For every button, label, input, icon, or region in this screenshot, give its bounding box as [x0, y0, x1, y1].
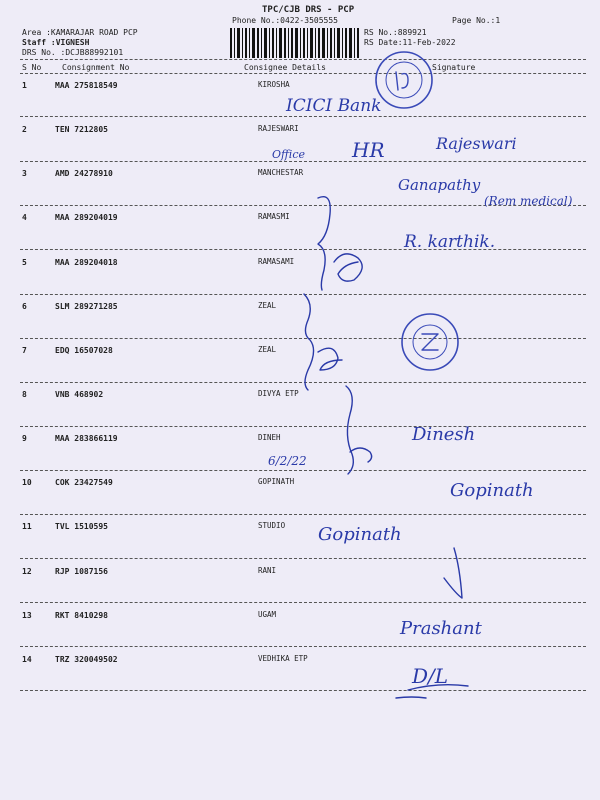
row-consignment: MAA 283866119 [55, 434, 118, 443]
row-consignment: EDQ 16507028 [55, 346, 113, 355]
row-sno: 2 [22, 125, 27, 134]
header-rule-top [20, 59, 586, 60]
barcode [230, 28, 360, 58]
page-number: Page No.:1 [452, 16, 501, 25]
bracket-stroke [318, 197, 330, 290]
area-label: Area :KAMARAJAR ROAD PCP [22, 28, 138, 37]
initials-scribble [350, 448, 372, 462]
handwriting-icici: ICICI Bank [286, 96, 382, 116]
row-consignment: TVL 1510595 [55, 522, 108, 531]
row-consignee: ZEAL [258, 301, 277, 310]
row-sno: 8 [22, 390, 27, 399]
col-sno: S No [22, 63, 42, 72]
row-consignment: RJP 1087156 [55, 567, 108, 576]
row-rule [20, 294, 586, 295]
row-sno: 11 [22, 522, 32, 531]
handwriting-gopinath: Gopinath [450, 480, 534, 501]
row-sno: 12 [22, 567, 32, 576]
row-rule [20, 558, 586, 559]
handwriting-remmedical: (Rem medical) [484, 194, 573, 208]
staff-label: Staff :VIGNESH [22, 38, 90, 47]
row-rule [20, 602, 586, 603]
row-consignee: RAJESWARI [258, 124, 299, 133]
row-rule [20, 382, 586, 383]
row-consignment: COK 23427549 [55, 478, 113, 487]
handwriting-hr: HR [352, 138, 385, 162]
row-consignment: VNB 468902 [55, 390, 104, 399]
row-consignment: MAA 289204018 [55, 258, 118, 267]
row-sno: 5 [22, 258, 27, 267]
header-rule-bottom [20, 73, 586, 74]
row-consignment: MAA 289204019 [55, 213, 118, 222]
row-consignee: DINEH [258, 433, 281, 442]
row-consignee: RAMASMI [258, 212, 290, 221]
bracket-stroke [304, 294, 314, 390]
row-rule [20, 338, 586, 339]
row-consignee: RANI [258, 566, 277, 575]
row-sno: 14 [22, 655, 32, 664]
row-rule [20, 646, 586, 647]
row-rule [20, 690, 586, 691]
row-consignee: STUDIO [258, 521, 286, 530]
handwriting-date-note: 6/2/22 [268, 454, 307, 468]
drs-title: TPC/CJB DRS - PCP [262, 5, 355, 15]
row-sno: 3 [22, 169, 27, 178]
handwriting-dinesh: Dinesh [412, 424, 476, 445]
col-consignment: Consignment No [62, 63, 130, 72]
row-consignment: TEN 7212805 [55, 125, 108, 134]
handwriting-ganapathy: Ganapathy [398, 176, 481, 194]
icici-bank-stamp [376, 52, 432, 108]
col-signature: Signature [432, 63, 476, 72]
row-rule [20, 470, 586, 471]
row-rule [20, 161, 586, 162]
rs-date: RS Date:11-Feb-2022 [364, 38, 456, 47]
rs-number: RS No.:889921 [364, 28, 427, 37]
row-consignment: RKT 8410298 [55, 611, 108, 620]
row-consignee: VEDHIKA ETP [258, 654, 308, 663]
row-sno: 9 [22, 434, 27, 443]
row-consignee: RAMASAMI [258, 257, 295, 266]
handwriting-prashant: Prashant [400, 618, 482, 639]
row-sno: 10 [22, 478, 32, 487]
row-consignee: DIVYA ETP [258, 389, 299, 398]
row-consignee: UGAM [258, 610, 277, 619]
row-rule [20, 426, 586, 427]
row-consignment: AMD 24278910 [55, 169, 113, 178]
handwriting-rajeswari-sign: Rajeswari [436, 134, 517, 153]
row-rule [20, 249, 586, 250]
row-sno: 1 [22, 81, 27, 90]
row-consignment: SLM 289271285 [55, 302, 118, 311]
signature-stroke [444, 548, 462, 598]
row-consignee: GOPINATH [258, 477, 295, 486]
row-sno: 4 [22, 213, 27, 222]
handwriting-office: Office [272, 148, 305, 161]
initials-scribble [334, 254, 362, 281]
row-consignment: TRZ 320049502 [55, 655, 118, 664]
row-sno: 6 [22, 302, 27, 311]
row-consignee: ZEAL [258, 345, 277, 354]
handwriting-gopinath-studio: Gopinath [318, 524, 402, 545]
col-consignee: Consignee Details [244, 63, 326, 72]
handwriting-karthik: R. karthik. [404, 232, 496, 252]
row-sno: 7 [22, 346, 27, 355]
handwriting-dl: D/L [412, 664, 449, 688]
drs-number: DRS No. :DCJB88992101 [22, 48, 124, 57]
row-sno: 13 [22, 611, 32, 620]
bracket-stroke [346, 386, 353, 474]
row-rule [20, 116, 586, 117]
zeal-company-stamp [402, 314, 458, 370]
row-rule [20, 514, 586, 515]
phone-number: Phone No.:0422-3505555 [232, 16, 338, 25]
underline-stroke [396, 697, 426, 698]
row-consignee: MANCHESTAR [258, 168, 304, 177]
row-consignment: MAA 275818549 [55, 81, 118, 90]
initials-scribble [318, 348, 342, 370]
row-consignee: KIROSHA [258, 80, 290, 89]
